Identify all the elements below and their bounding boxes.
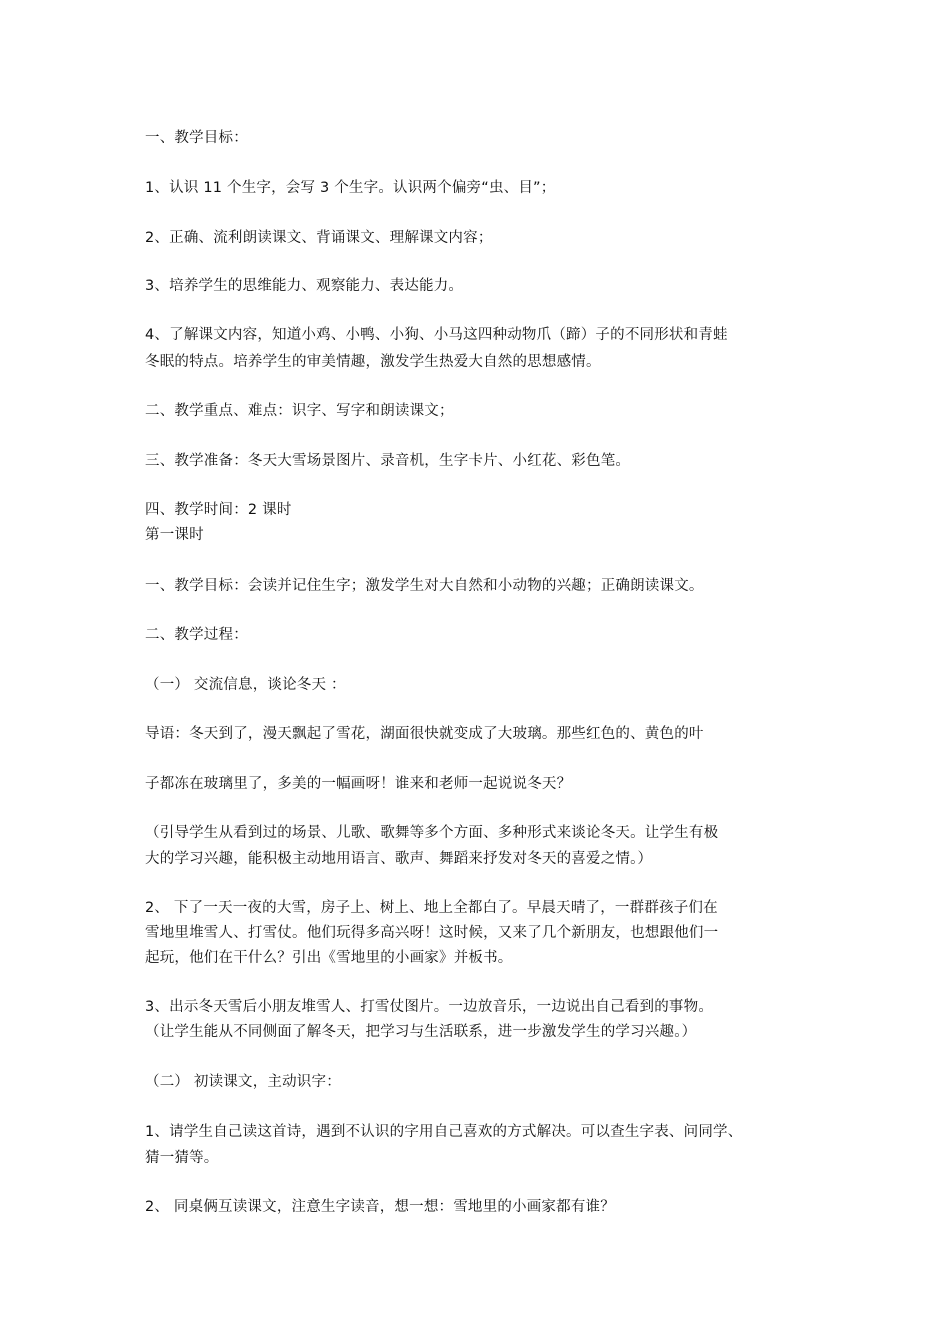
goal-item-1: 1、认识 11 个生字，会写 3 个生字。认识两个偏旁“虫、目”； [145,180,556,196]
section-1-heading: （一） 交流信息，谈论冬天 ： [145,677,346,693]
intro-line-2: 子都冻在玻璃里了，多美的一幅画呀！谁来和老师一起说说冬天？ [145,776,572,792]
guide-note-line-1: （引导学生从看到过的场景、儿歌、歌舞等多个方面、多种形式来谈论冬天。让学生有极 [145,825,719,841]
goal-item-4-line-2: 冬眠的特点。培养学生的审美情趣，激发学生热爱大自然的思想感情。 [145,354,601,370]
read-step-1-line-2: 猜一猜等。 [145,1150,219,1166]
first-lesson-heading: 第一课时 [145,527,204,543]
teaching-process-heading: 二、教学过程： [145,627,248,643]
read-step-1-line-1: 1、请学生自己读这首诗，遇到不认识的字用自己喜欢的方式解决。可以查生字表、问同学、 [145,1124,743,1140]
heading-teaching-goals: 一、教学目标： [145,130,248,146]
step-2-line-1: 2、 下了一天一夜的大雪，房子上、树上、地上全都白了。早晨天晴了，一群群孩子们在 [145,900,718,916]
step-3-line-1: 3、出示冬天雪后小朋友堆雪人、打雪仗图片。一边放音乐，一边说出自己看到的事物。 [145,999,714,1015]
goal-item-2: 2、正确、流利朗读课文、背诵课文、理解课文内容； [145,230,493,246]
read-step-2: 2、 同桌俩互读课文，注意生字读音，想一想：雪地里的小画家都有谁？ [145,1199,615,1215]
step-3-line-2: （让学生能从不同侧面了解冬天，把学习与生活联系，进一步激发学生的学习兴趣。） [145,1024,697,1040]
goal-item-4-line-1: 4、了解课文内容，知道小鸡、小鸭、小狗、小马这四种动物爪（蹄）子的不同形状和青蛙 [145,327,728,343]
step-2-line-2: 雪地里堆雪人、打雪仗。他们玩得多高兴呀！这时候，又来了几个新朋友，也想跟他们一 [145,925,719,941]
step-2-line-3: 起玩，他们在干什么？引出《雪地里的小画家》并板书。 [145,950,513,966]
goal-item-3: 3、培养学生的思维能力、观察能力、表达能力。 [145,278,464,294]
teaching-time: 四、教学时间：2 课时 [145,502,292,518]
teaching-preparation: 三、教学准备：冬天大雪场景图片、录音机，生字卡片、小红花、彩色笔。 [145,453,631,469]
lesson-goal: 一、教学目标：会读并记住生字；激发学生对大自然和小动物的兴趣；正确朗读课文。 [145,578,704,594]
guide-note-line-2: 大的学习兴趣，能积极主动地用语言、歌声、舞蹈来抒发对冬天的喜爱之情。） [145,851,653,867]
key-points: 二、教学重点、难点：识字、写字和朗读课文； [145,403,454,419]
section-2-heading: （二） 初读课文，主动识字： [145,1074,341,1090]
intro-line-1: 导语：冬天到了，漫天飘起了雪花，湖面很快就变成了大玻璃。那些红色的、黄色的叶 [145,726,704,742]
